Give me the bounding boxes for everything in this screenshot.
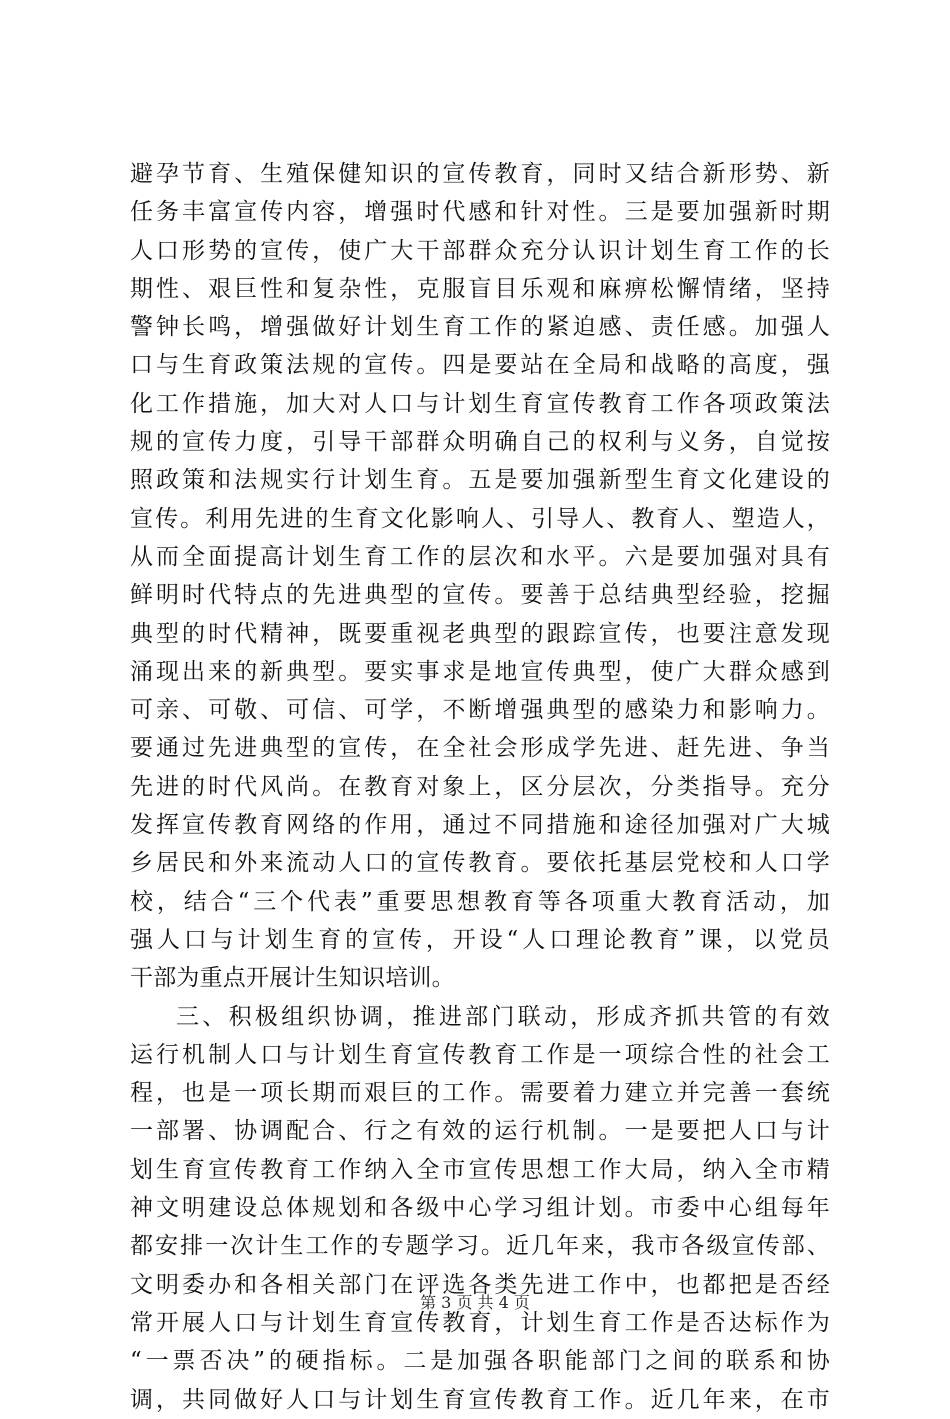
document-body: [130, 155, 830, 1419]
text-line: 都安排一次计生工作的专题学习。近几年来，我市各级宣传部、: [130, 1233, 830, 1260]
text-line: 常开展人口与计划生育宣传教育，计划生育工作是否达标作为: [130, 1309, 830, 1336]
text-line: 典型的时代精神，既要重视老典型的跟踪宣传，也要注意发现: [130, 620, 830, 647]
text-line: 照政策和法规实行计划生育。五是要加强新型生育文化建设的: [130, 467, 830, 494]
text-line: 期性、艰巨性和复杂性，克服盲目乐观和麻痹松懈情绪，坚持: [130, 275, 830, 302]
page-number-label: 第 3 页 共 4 页: [420, 1293, 530, 1312]
text-line: 要通过先进典型的宣传，在全社会形成学先进、赶先进、争当: [130, 735, 830, 762]
text-line: 文明委办和各相关部门在评选各类先进工作中，也都把是否经: [130, 1271, 830, 1298]
text-line: 先进的时代风尚。在教育对象上，区分层次，分类指导。充分: [130, 773, 830, 800]
text-line: 口与生育政策法规的宣传。四是要站在全局和战略的高度，强: [130, 352, 830, 379]
text-line: 校，结合“三个代表”重要思想教育等各项重大教育活动，加: [130, 888, 830, 915]
text-line: 涌现出来的新典型。要实事求是地宣传典型，使广大群众感到: [130, 658, 830, 685]
text-line: 鲜明时代特点的先进典型的宣传。要善于总结典型经验，挖掘: [130, 582, 830, 609]
text-line: 避孕节育、生殖保健知识的宣传教育，同时又结合新形势、新: [130, 161, 830, 187]
text-line: 一部署、协调配合、行之有效的运行机制。一是要把人口与计: [130, 1118, 830, 1145]
text-line: 可亲、可敬、可信、可学，不断增强典型的感染力和影响力。: [130, 697, 830, 724]
text-line: 程，也是一项长期而艰巨的工作。需要着力建立并完善一套统: [130, 1080, 830, 1107]
text-line: 人口形势的宣传，使广大干部群众充分认识计划生育工作的长: [130, 237, 830, 264]
text-line: 运行机制人口与计划生育宣传教育工作是一项综合性的社会工: [130, 1041, 830, 1068]
section-heading-line: 三、积极组织协调，推进部门联动，形成齐抓共管的有效: [176, 1003, 830, 1030]
text-line: 化工作措施，加大对人口与计划生育宣传教育工作各项政策法: [130, 390, 830, 417]
text-line: 干部为重点开展计生知识培训。: [130, 965, 455, 992]
text-line: 警钟长鸣，增强做好计划生育工作的紧迫感、责任感。加强人: [130, 314, 830, 341]
text-line: 从而全面提高计划生育工作的层次和水平。六是要加强对具有: [130, 543, 830, 570]
text-line: 划生育宣传教育工作纳入全市宣传思想工作大局，纳入全市精: [130, 1156, 830, 1183]
text-line: 宣传。利用先进的生育文化影响人、引导人、教育人、塑造人，: [130, 505, 830, 532]
text-line: 强人口与计划生育的宣传，开设“人口理论教育”课，以党员: [130, 926, 830, 953]
text-line: “一票否决”的硬指标。二是加强各职能部门之间的联系和协: [130, 1348, 830, 1375]
text-line: 任务丰富宣传内容，增强时代感和针对性。三是要加强新时期: [130, 199, 830, 226]
text-line: 乡居民和外来流动人口的宣传教育。要依托基层党校和人口学: [130, 850, 830, 877]
text-line: 调，共同做好人口与计划生育宣传教育工作。近几年来，在市: [130, 1386, 830, 1413]
text-line: 发挥宣传教育网络的作用，通过不同措施和途径加强对广大城: [130, 812, 830, 839]
text-line: 神文明建设总体规划和各级中心学习组计划。市委中心组每年: [130, 1195, 830, 1222]
page-footer: [0, 1290, 950, 1313]
text-line: 规的宣传力度，引导干部群众明确自己的权利与义务，自觉按: [130, 429, 830, 456]
